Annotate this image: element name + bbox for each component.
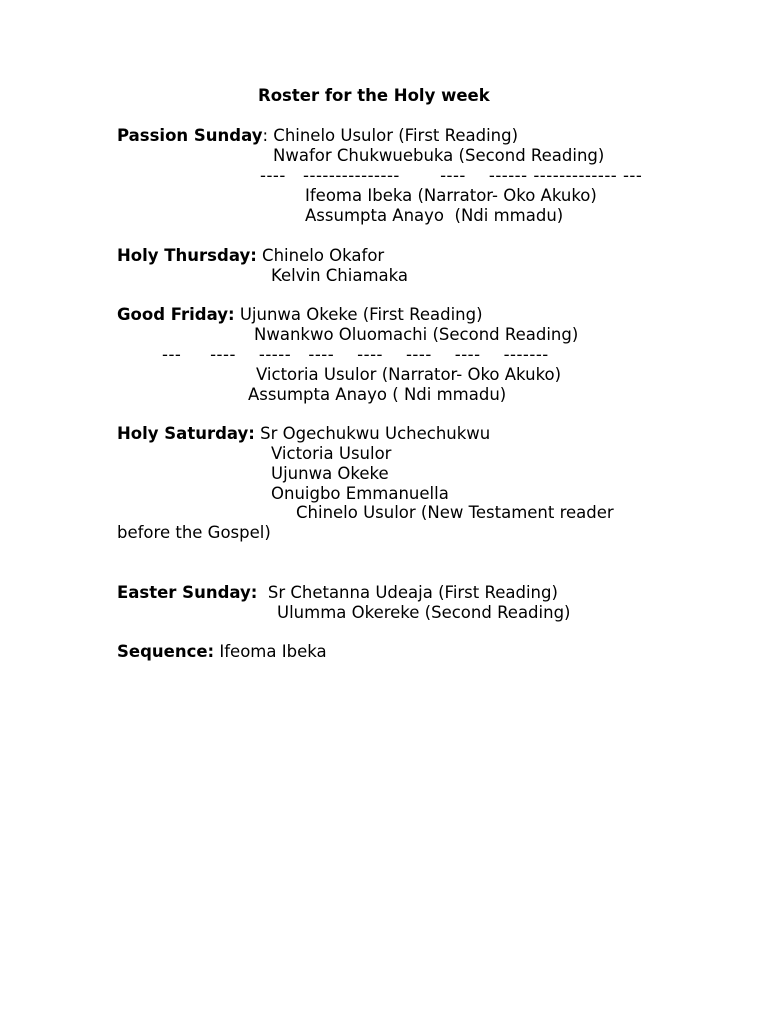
holy-thursday-label: Holy Thursday: [117, 246, 257, 265]
good-friday-label: Good Friday: [117, 305, 235, 324]
passion-sunday-ndi-mmadu: Assumpta Anayo (Ndi mmadu) [305, 206, 564, 225]
good-friday-narrator: Victoria Usulor (Narrator- Oko Akuko) [256, 365, 562, 384]
holy-thursday-first-reader: Chinelo Okafor [256, 246, 385, 265]
holy-saturday-heading-line [117, 424, 490, 444]
holy-saturday-label: Holy Saturday: [117, 424, 255, 443]
passion-sunday-heading-line [117, 126, 518, 146]
sequence-label: Sequence: [117, 642, 215, 661]
good-friday-first-reader: Ujunwa Okeke (First Reading) [234, 305, 483, 324]
passion-sunday-second-reader: Nwafor Chukwuebuka (Second Reading) [273, 146, 605, 165]
holy-saturday-new-testament-continuation: before the Gospel) [117, 523, 271, 542]
easter-sunday-heading-line [117, 583, 558, 603]
good-friday-ndi-mmadu: Assumpta Anayo ( Ndi mmadu) [248, 385, 507, 404]
passion-sunday-first-reader: Chinelo Usulor (First Reading) [268, 126, 519, 145]
sequence-reader: Ifeoma Ibeka [214, 642, 327, 661]
passion-sunday-divider: ---- --------------- ---- ------ ------------- --- [260, 166, 643, 185]
holy-saturday-new-testament-reader: Chinelo Usulor (New Testament reader [296, 503, 614, 522]
holy-saturday-reader-4: Onuigbo Emmanuella [271, 484, 449, 503]
easter-sunday-first-reader: Sr Chetanna Udeaja (First Reading) [257, 583, 558, 602]
good-friday-divider: --- ---- ----- ---- ---- ---- ---- ------- [162, 345, 549, 364]
passion-sunday-colon: : [262, 126, 269, 145]
good-friday-second-reader: Nwankwo Oluomachi (Second Reading) [254, 325, 579, 344]
sequence-line [117, 642, 327, 662]
passion-sunday-narrator: Ifeoma Ibeka (Narrator- Oko Akuko) [305, 186, 597, 205]
easter-sunday-second-reader: Ulumma Okereke (Second Reading) [277, 603, 571, 622]
holy-saturday-reader-2: Victoria Usulor [271, 444, 392, 463]
good-friday-heading-line [117, 305, 483, 325]
page-title: Roster for the Holy week [258, 86, 490, 105]
holy-thursday-second-reader: Kelvin Chiamaka [271, 266, 409, 285]
passion-sunday-label: Passion Sunday [117, 126, 263, 145]
easter-sunday-label: Easter Sunday: [117, 583, 258, 602]
holy-saturday-reader-3: Ujunwa Okeke [271, 464, 389, 483]
holy-saturday-first-reader: Sr Ogechukwu Uchechukwu [254, 424, 491, 443]
holy-thursday-heading-line [117, 246, 384, 266]
